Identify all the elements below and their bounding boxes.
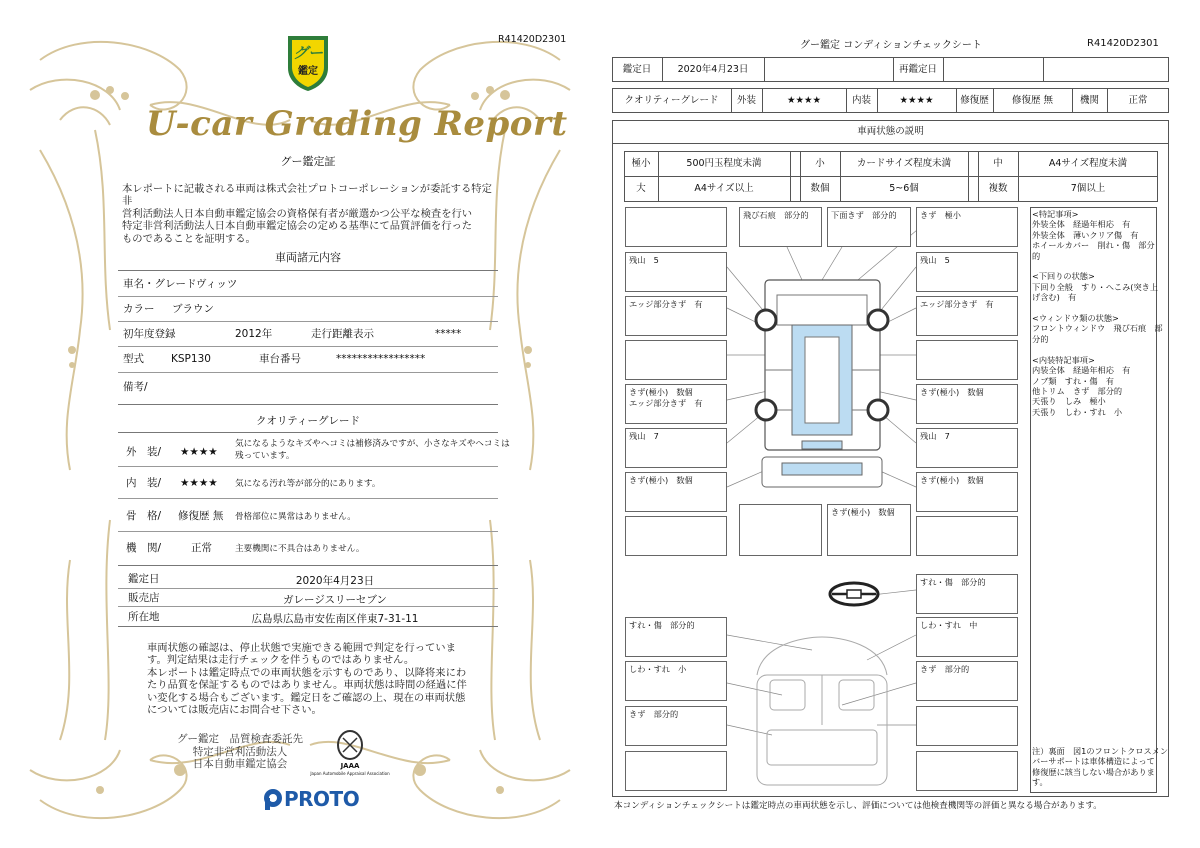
sheet-date: 2020年4月23日: [677, 63, 749, 75]
sheet-repair-label: 修復歴: [960, 94, 989, 106]
jaaa-text: JAAA: [340, 762, 360, 770]
sheet-footer: 本コンディションチェックシートは鑑定時点の車両状態を示し、評価については他検査機関等の評価と異なる場合があります。: [614, 801, 1102, 811]
note-right-rear-door: きず(極小) 数個: [916, 384, 1018, 424]
legend-val-4: A4サイズ以上: [694, 183, 754, 194]
chassis: *****************: [336, 353, 426, 365]
note-front-glass: 飛び石痕 部分的: [739, 207, 822, 247]
note-interior-left-1: すれ・傷 部分的: [625, 617, 727, 657]
proto-logo: PROTO: [262, 786, 359, 812]
steering-wheel-icon: [830, 583, 878, 605]
certificate-heading: グー鑑定証: [280, 155, 336, 168]
note-box-r4: [916, 340, 1018, 380]
reinspect-label: 再鑑定日: [898, 63, 937, 75]
state-title: 車両状態の説明: [612, 120, 1169, 144]
date-label: 鑑定日: [128, 573, 160, 585]
note-left-rear-door: きず(極小) 数個 エッジ部分きず 有: [625, 384, 727, 424]
quality-label-frame: 骨 格/: [126, 510, 162, 522]
legend-val-1: 500円玉程度未満: [686, 157, 762, 169]
jaaa-logo: [310, 730, 390, 780]
note-left-edge: エッジ部分きず 有: [625, 296, 727, 336]
note-right-rear: きず(極小) 数個: [916, 472, 1018, 512]
quality-value-engine: 正常: [191, 542, 212, 554]
dealer-location: 広島県広島市安佐南区伴東7-31-11: [251, 613, 419, 625]
note-rear-left-tire: 残山 7: [625, 428, 727, 468]
sheet-title: グー鑑定 コンディションチェックシート: [800, 40, 982, 51]
legend-val-3: A4サイズ程度未満: [1048, 157, 1128, 169]
note-box-l12: [625, 751, 727, 791]
note-front-left-tire: 残山 5: [625, 252, 727, 292]
quality-comment-interior: 気になる汚れ等が部分的にあります。: [235, 479, 381, 489]
sheet-int: ★★★★: [899, 94, 934, 106]
note-box-l1: [625, 207, 727, 247]
sheet-int-label: 内装: [851, 94, 871, 106]
legend-val-2: カードサイズ程度未満: [856, 157, 952, 169]
badge-name: グー: [292, 44, 323, 62]
special-notes-text: <特記事項> 外装全体 経過年相応 有 外装全体 薄いクリア傷 有 ホイールカバー 削れ・傷 部分 的 <下回りの状態> 下回り全般 すり・へこみ(突き上 げ含む) 有 <ウィンドウ類の状態> フロントウィンドウ 飛び石痕 部 分的 <内装特記事項> 内装全体 経過年相応 有 ノブ類 すれ・傷 有 他トリム きず 部分的 天張り しみ 極小 天張り しわ・すれ 小: [1032, 209, 1163, 417]
car-top-view-icon: [756, 280, 888, 487]
dealer: ガレージスリーセブン: [283, 594, 387, 606]
organization-block: グー鑑定 品質検査委託先 特定非営利活動法人 日本自動車鑑定協会: [177, 733, 303, 771]
legend-key-1: 極小: [631, 157, 651, 169]
legend-key-6: 複数: [988, 183, 1008, 194]
model-label: 型式: [123, 353, 144, 365]
notice-paragraph: 車両状態の確認は、停止状態で実施できる範囲で判定を行っていま す。判定結果は走行チェックを伴うものではありません。 本レポートは鑑定時点での車両状態を示すものであり、以降将来にわ たり品質を保証するものではありません。車両状態は時間の経過に伴 い変化する場合もございます。鑑定日をご確認の上、現在の車両状態 については販売店にお問合せ下さい。: [147, 642, 467, 717]
quality-value-interior: ★★★★: [180, 477, 218, 489]
quality-comment-engine: 主要機関に不具合はありません。: [235, 544, 365, 554]
car-name: ヴィッツ: [196, 278, 238, 290]
legend-key-2: 小: [815, 157, 825, 169]
location-label: 所在地: [128, 611, 160, 623]
proto-mark-icon: [262, 787, 284, 811]
car-name-label: 車名・グレード: [123, 278, 197, 290]
note-interior-right-2: きず 部分的: [916, 661, 1018, 701]
chassis-label: 車台番号: [259, 353, 301, 365]
note-box-l8: [625, 516, 727, 556]
sheet-engine: 正常: [1128, 94, 1148, 106]
note-left-rear: きず(極小) 数個: [625, 472, 727, 512]
mileage: *****: [435, 328, 462, 340]
sheet-engine-label: 機関: [1079, 94, 1099, 106]
jaaa-sub: Japan Automobile Appraisal Association: [310, 771, 390, 776]
goo-badge-logo: [284, 34, 332, 92]
mileage-label: 走行距離表示: [311, 328, 374, 340]
legend-key-4: 大: [636, 183, 646, 194]
note-top-right: きず 極小: [916, 207, 1018, 247]
note-steering: すれ・傷 部分的: [916, 574, 1018, 614]
legend-val-6: 7個以上: [1070, 183, 1106, 194]
note-box-l4: [625, 340, 727, 380]
quality-value-exterior: ★★★★: [180, 446, 218, 458]
legend-key-3: 中: [993, 157, 1003, 169]
remarks-label: 備考/: [123, 381, 148, 393]
note-right-edge: エッジ部分きず 有: [916, 296, 1018, 336]
legend-val-5: 5~6個: [889, 183, 919, 194]
intro-paragraph: 本レポートに記載される車両は株式会社プロトコーポレーションが委託する特定非 営利活動法人日本自動車鑑定協会の資格保有者が厳選かつ公平な検査を行い 特定非営利活動法人日本自動車鑑定協会の定める基準にて品質評価を行った ものであることを証明する。: [122, 183, 492, 245]
car-color: ブラウン: [172, 303, 214, 315]
first-reg-label: 初年度登録: [123, 328, 176, 340]
note-rear-right-tire: 残山 7: [916, 428, 1018, 468]
quality-comment-exterior-1: 気になるようなキズやヘコミは補修済みですが、小さなキズやヘコミは: [235, 439, 510, 449]
sheet-repair: 修復歴 無: [1011, 94, 1054, 106]
dealer-label: 販売店: [128, 592, 160, 604]
note-interior-left-2: しわ・すれ 小: [625, 661, 727, 701]
quality-label-interior: 内 装/: [126, 477, 162, 489]
note-box-bc1: [739, 504, 822, 556]
appraisal-date: 2020年4月23日: [295, 575, 375, 587]
spec-title: 車両諸元内容: [275, 251, 341, 264]
note-box-r13: [916, 751, 1018, 791]
quality-title: クオリティーグレード: [256, 415, 360, 427]
car-interior-view-icon: [757, 637, 887, 785]
sheet-ext-label: 外装: [736, 94, 756, 106]
note-interior-right-1: しわ・すれ 中: [916, 617, 1018, 657]
quality-comment-frame: 骨格部位に異常はありません。: [235, 512, 356, 522]
quality-label-exterior: 外 装/: [126, 446, 162, 458]
sheet-code: R41420D2301: [1087, 38, 1159, 49]
badge-sub: 鑑定: [298, 66, 318, 77]
note-box-r12: [916, 706, 1018, 746]
note-interior-left-3: きず 部分的: [625, 706, 727, 746]
sheet-quality-label: クオリティーグレード: [624, 94, 719, 106]
quality-comment-exterior-2: 残っています。: [235, 451, 295, 461]
note-box-r8: [916, 516, 1018, 556]
note-rear-center: きず(極小) 数個: [827, 504, 911, 556]
certificate-code: R41420D2301: [498, 34, 567, 45]
quality-value-frame: 修復歴 無: [178, 510, 224, 522]
note-front-right-tire: 残山 5: [916, 252, 1018, 292]
sheet-date-label: 鑑定日: [622, 63, 652, 75]
quality-label-engine: 機 関/: [126, 542, 162, 554]
model: KSP130: [171, 353, 211, 365]
legend-key-5: 数個: [810, 183, 830, 194]
certificate-script-title: U-car Grading Report: [146, 104, 568, 144]
special-notes-footnote: 注）裏面 図1のフロントクロスメン バーサポートは車体構造によって 修復歴に該当しない場合がありま す。: [1032, 746, 1169, 788]
sheet-ext: ★★★★: [786, 94, 822, 106]
color-label: カラー: [123, 303, 155, 315]
note-underbody: 下面きず 部分的: [827, 207, 911, 247]
first-reg: 2012年: [235, 328, 273, 340]
